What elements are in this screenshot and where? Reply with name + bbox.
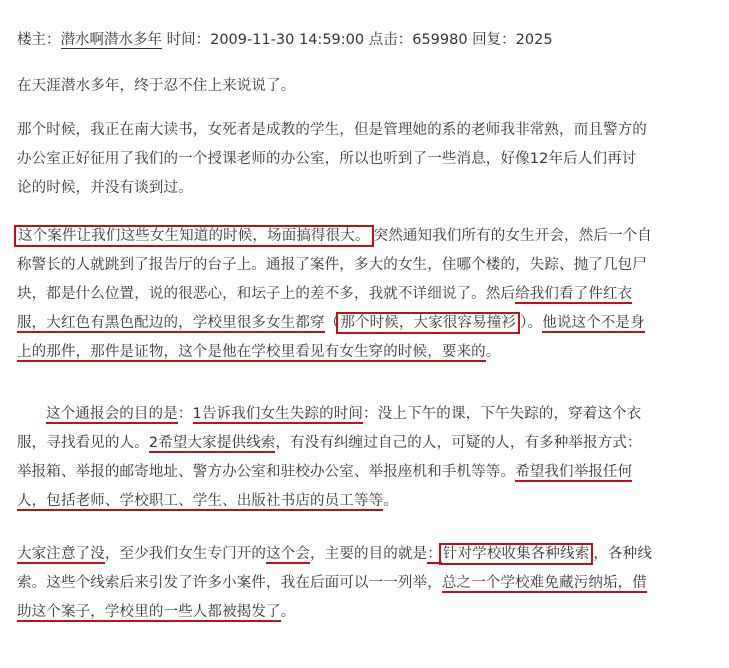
text-run: ：没上下午的课，下午失踪的，穿着这个衣	[363, 406, 642, 422]
text-line: 办公室正好征用了我们的一个授课老师的办公室，所以也听到了一些消息，好像12年后人们再讨	[17, 151, 637, 167]
text-run: ，有没有纠缠过自己的人，可疑的人，有多种举报方式：	[275, 435, 642, 451]
underlined-highlight: 服，大红色有黑色配边的，学校里很多女生都穿	[17, 315, 325, 331]
post-meta: 时间：2009-11-30 14:59:00 点击：659980 回复：2025	[162, 32, 553, 48]
underlined-highlight: 希望我们举报任何	[515, 464, 633, 480]
text-run: 服，寻找看见的人。	[17, 435, 149, 451]
boxed-highlight: 针对学校收集各种线索	[439, 543, 594, 565]
text-run: 。	[383, 493, 398, 509]
text-line: 那个时候，我正在南大读书，女死者是成教的学生，但是管理她的系的老师我非常熟，而且警方的	[17, 122, 647, 138]
underlined-highlight: 助这个案子，学校里的一些人都被揭发了	[17, 604, 281, 620]
text-line	[17, 598, 717, 627]
text-line: 论的时候，并没有谈到过。	[17, 180, 193, 196]
text-line	[17, 338, 717, 367]
text-line	[17, 540, 717, 569]
text-run: ：	[177, 406, 193, 422]
text-run: 举报箱、举报的邮寄地址、警方办公室和驻校办公室、举报座机和手机等等。	[17, 464, 516, 480]
text-run: （	[324, 315, 340, 331]
underlined-highlight: 这个通报会的目的是	[46, 406, 178, 422]
text-run: ，主要的目的就是	[310, 546, 428, 562]
underlined-highlight: 这个会	[266, 546, 311, 562]
underlined-highlight: 给我们看了件红衣	[515, 286, 633, 302]
op-label: 楼主：	[17, 32, 61, 48]
underlined-highlight: 上的那件，那件是证物，这个是他在学校里看见有女生穿的时候，要来的	[17, 344, 486, 360]
text-run: ）。	[520, 315, 543, 331]
underlined-highlight: 大家注意了没	[17, 546, 105, 562]
text-line	[17, 487, 717, 516]
text-run: 。	[485, 344, 501, 360]
text-line	[17, 280, 717, 309]
boxed-highlight: 那个时候，大家很容易撞衫	[336, 312, 520, 334]
underlined-highlight: 2希望大家提供线索	[148, 435, 276, 451]
paragraph-background	[17, 116, 717, 203]
text-line	[17, 222, 717, 251]
text-line	[17, 569, 717, 598]
text-run: 突然通知我们所有的女生开会，然后一个自	[373, 228, 652, 244]
paragraph-intro	[17, 72, 717, 101]
text-line: 在天涯潜水多年，终于忍不住上来说说了。	[17, 78, 296, 94]
text-run: ，至少我们女生专门开的	[104, 546, 267, 562]
text-run: 索。这些个线索后来引发了许多小案件，我在后面可以一一列举，	[17, 575, 442, 591]
underlined-highlight: ：	[427, 546, 442, 562]
paragraph-purpose	[17, 400, 717, 516]
post-header	[17, 28, 553, 49]
text-run: ，各种线	[593, 546, 652, 562]
underlined-highlight: 他说这个不是身	[542, 315, 645, 331]
author-link[interactable]: 潜水啊潜水多年	[60, 32, 162, 48]
text-line	[17, 400, 717, 429]
underlined-highlight: 总之一个学校难免藏污纳垢，借	[441, 575, 647, 591]
boxed-highlight: 这个案件让我们这些女生知道的时候，场面搞得很大。	[14, 225, 374, 247]
text-run: 块，都是什么位置，说的很恶心，和坛子上的差不多，我就不详细说了。然后	[17, 286, 516, 302]
text-line: 称警长的人就跳到了报告厅的台子上。通报了案件，多大的女生，住哪个楼的，失踪、抛了几包尸	[17, 257, 647, 273]
text-run: 。	[280, 604, 296, 620]
text-line	[17, 458, 717, 487]
underlined-highlight: 人，包括老师、学校职工、学生、出版社书店的员工等等	[17, 493, 384, 509]
text-line	[17, 309, 717, 338]
paragraph-meeting	[17, 222, 717, 367]
paragraph-conclusion	[17, 540, 717, 627]
underlined-highlight: 1告诉我们女生失踪的时间	[192, 406, 364, 422]
text-line	[17, 429, 717, 458]
